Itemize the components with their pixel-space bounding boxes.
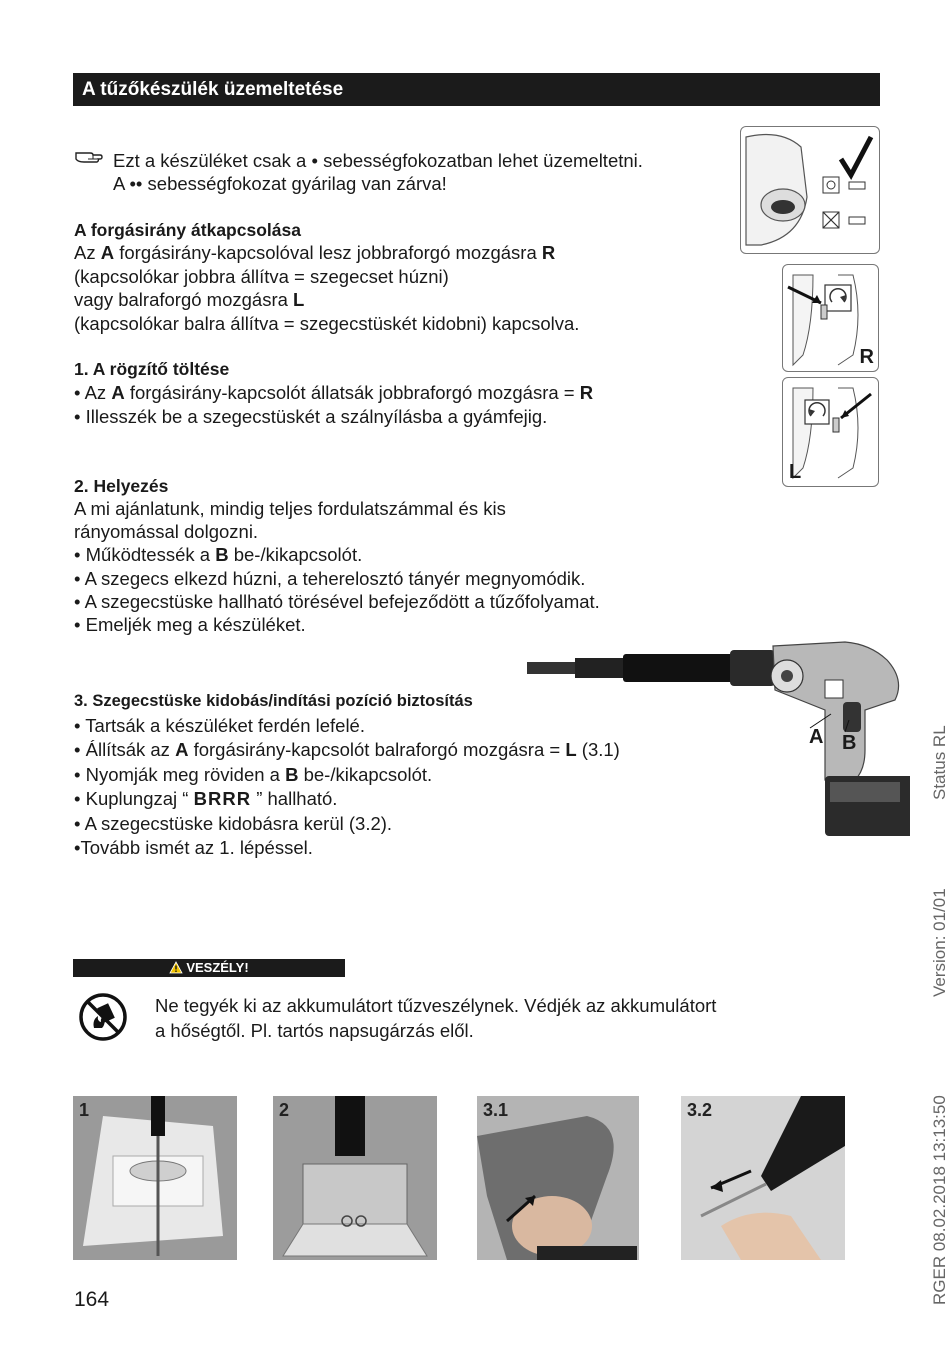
place-line-2: rányomással dolgozni. (74, 521, 259, 542)
eject-heading: 3. Szegecstüske kidobás/indítási pozíció biztosítás (74, 692, 473, 710)
switch-right-illustration (782, 264, 879, 372)
eject-line-4: • Kuplungzaj “ BRRR ” hallható. (74, 788, 338, 809)
photo-label-3-1: 3.1 (483, 1100, 509, 1120)
photo-label-2: 2 (279, 1100, 290, 1120)
switch-left-illustration (782, 377, 879, 487)
load-heading: 1. A rögzítő töltése (74, 359, 230, 379)
danger-bar (73, 959, 345, 977)
direction-line-4: (kapcsolókar balra állítva = szegecstüskét kidobni) kapcsolva. (74, 313, 580, 334)
section-title-bar: A tűzőkészülék üzemeltetése (73, 73, 880, 106)
danger-label: VESZÉLY! (186, 960, 249, 975)
direction-line-1: Az A forgásirány-kapcsolóval lesz jobbraforgó mozgásra R (74, 242, 556, 263)
switch-right-label: R (859, 346, 874, 368)
photo-step-3-2 (681, 1096, 845, 1260)
switch-a-label: A (809, 726, 824, 748)
direction-line-2: (kapcsolókar jobbra állítva = szegecset húzni) (74, 266, 449, 287)
side-status: Status RL (930, 725, 949, 800)
place-line-6: • Emeljék meg a készüléket. (74, 614, 306, 635)
load-line-1: • Az A forgásirány-kapcsolót állatsák jobbraforgó mozgásra = R (74, 382, 594, 403)
photo-label-1: 1 (79, 1100, 90, 1120)
eject-line-3: • Nyomják meg röviden a B be-/kikapcsolót. (74, 764, 433, 785)
place-line-1: A mi ajánlatunk, mindig teljes fordulatszámmal és kis (74, 498, 506, 519)
danger-line-2: a hőségtől. Pl. tartós napsugárzás elől. (155, 1020, 474, 1041)
page-number: 164 (74, 1288, 110, 1311)
eject-line-5: • A szegecstüske kidobásra kerül (3.2). (74, 813, 393, 834)
note-line-2: A •• sebességfokozat gyárilag van zárva! (113, 173, 447, 194)
photo-step-3-1 (477, 1096, 639, 1260)
photo-step-1 (73, 1096, 237, 1260)
pointing-hand-icon (74, 145, 104, 170)
direction-heading: A forgásirány átkapcsolása (74, 220, 301, 240)
eject-line-6: •Tovább ismét az 1. lépéssel. (74, 837, 313, 858)
place-heading: 2. Helyezés (74, 476, 169, 496)
warning-triangle-icon (169, 961, 183, 979)
photo-step-2 (273, 1096, 437, 1260)
load-line-2: • Illesszék be a szegecstüskét a szálnyílásba a gyámfejig. (74, 406, 548, 427)
no-fire-battery-icon (78, 992, 128, 1047)
eject-line-1: • Tartsák a készüléket ferdén lefelé. (74, 715, 365, 736)
direction-line-3: vagy balraforgó mozgásra L (74, 289, 305, 310)
riveting-tool-illustration (525, 640, 910, 845)
eject-line-2: • Állítsák az A forgásirány-kapcsolót balraforgó mozgásra = L (3.1) (74, 739, 620, 760)
gear-selector-illustration (740, 126, 880, 254)
switch-b-label: B (842, 732, 857, 754)
photo-label-3-2: 3.2 (687, 1100, 713, 1120)
danger-line-1: Ne tegyék ki az akkumulátort tűzveszélynek. Védjék az akkumulátort (155, 995, 717, 1016)
switch-left-label: L (789, 461, 802, 483)
place-line-3: • Működtessék a B be-/kikapcsolót. (74, 544, 363, 565)
place-line-5: • A szegecstüske hallható törésével befejeződött a tűzőfolyamat. (74, 591, 600, 612)
note-line-1: Ezt a készüléket csak a • sebességfokozatban lehet üzemeltetni. (113, 150, 643, 171)
side-stamp: RGER 08.02.2018 13:13:50 (930, 1095, 949, 1305)
place-line-4: • A szegecs elkezd húzni, a teherelosztó tányér megnyomódik. (74, 568, 586, 589)
side-version: Version: 01/01 (930, 888, 949, 997)
